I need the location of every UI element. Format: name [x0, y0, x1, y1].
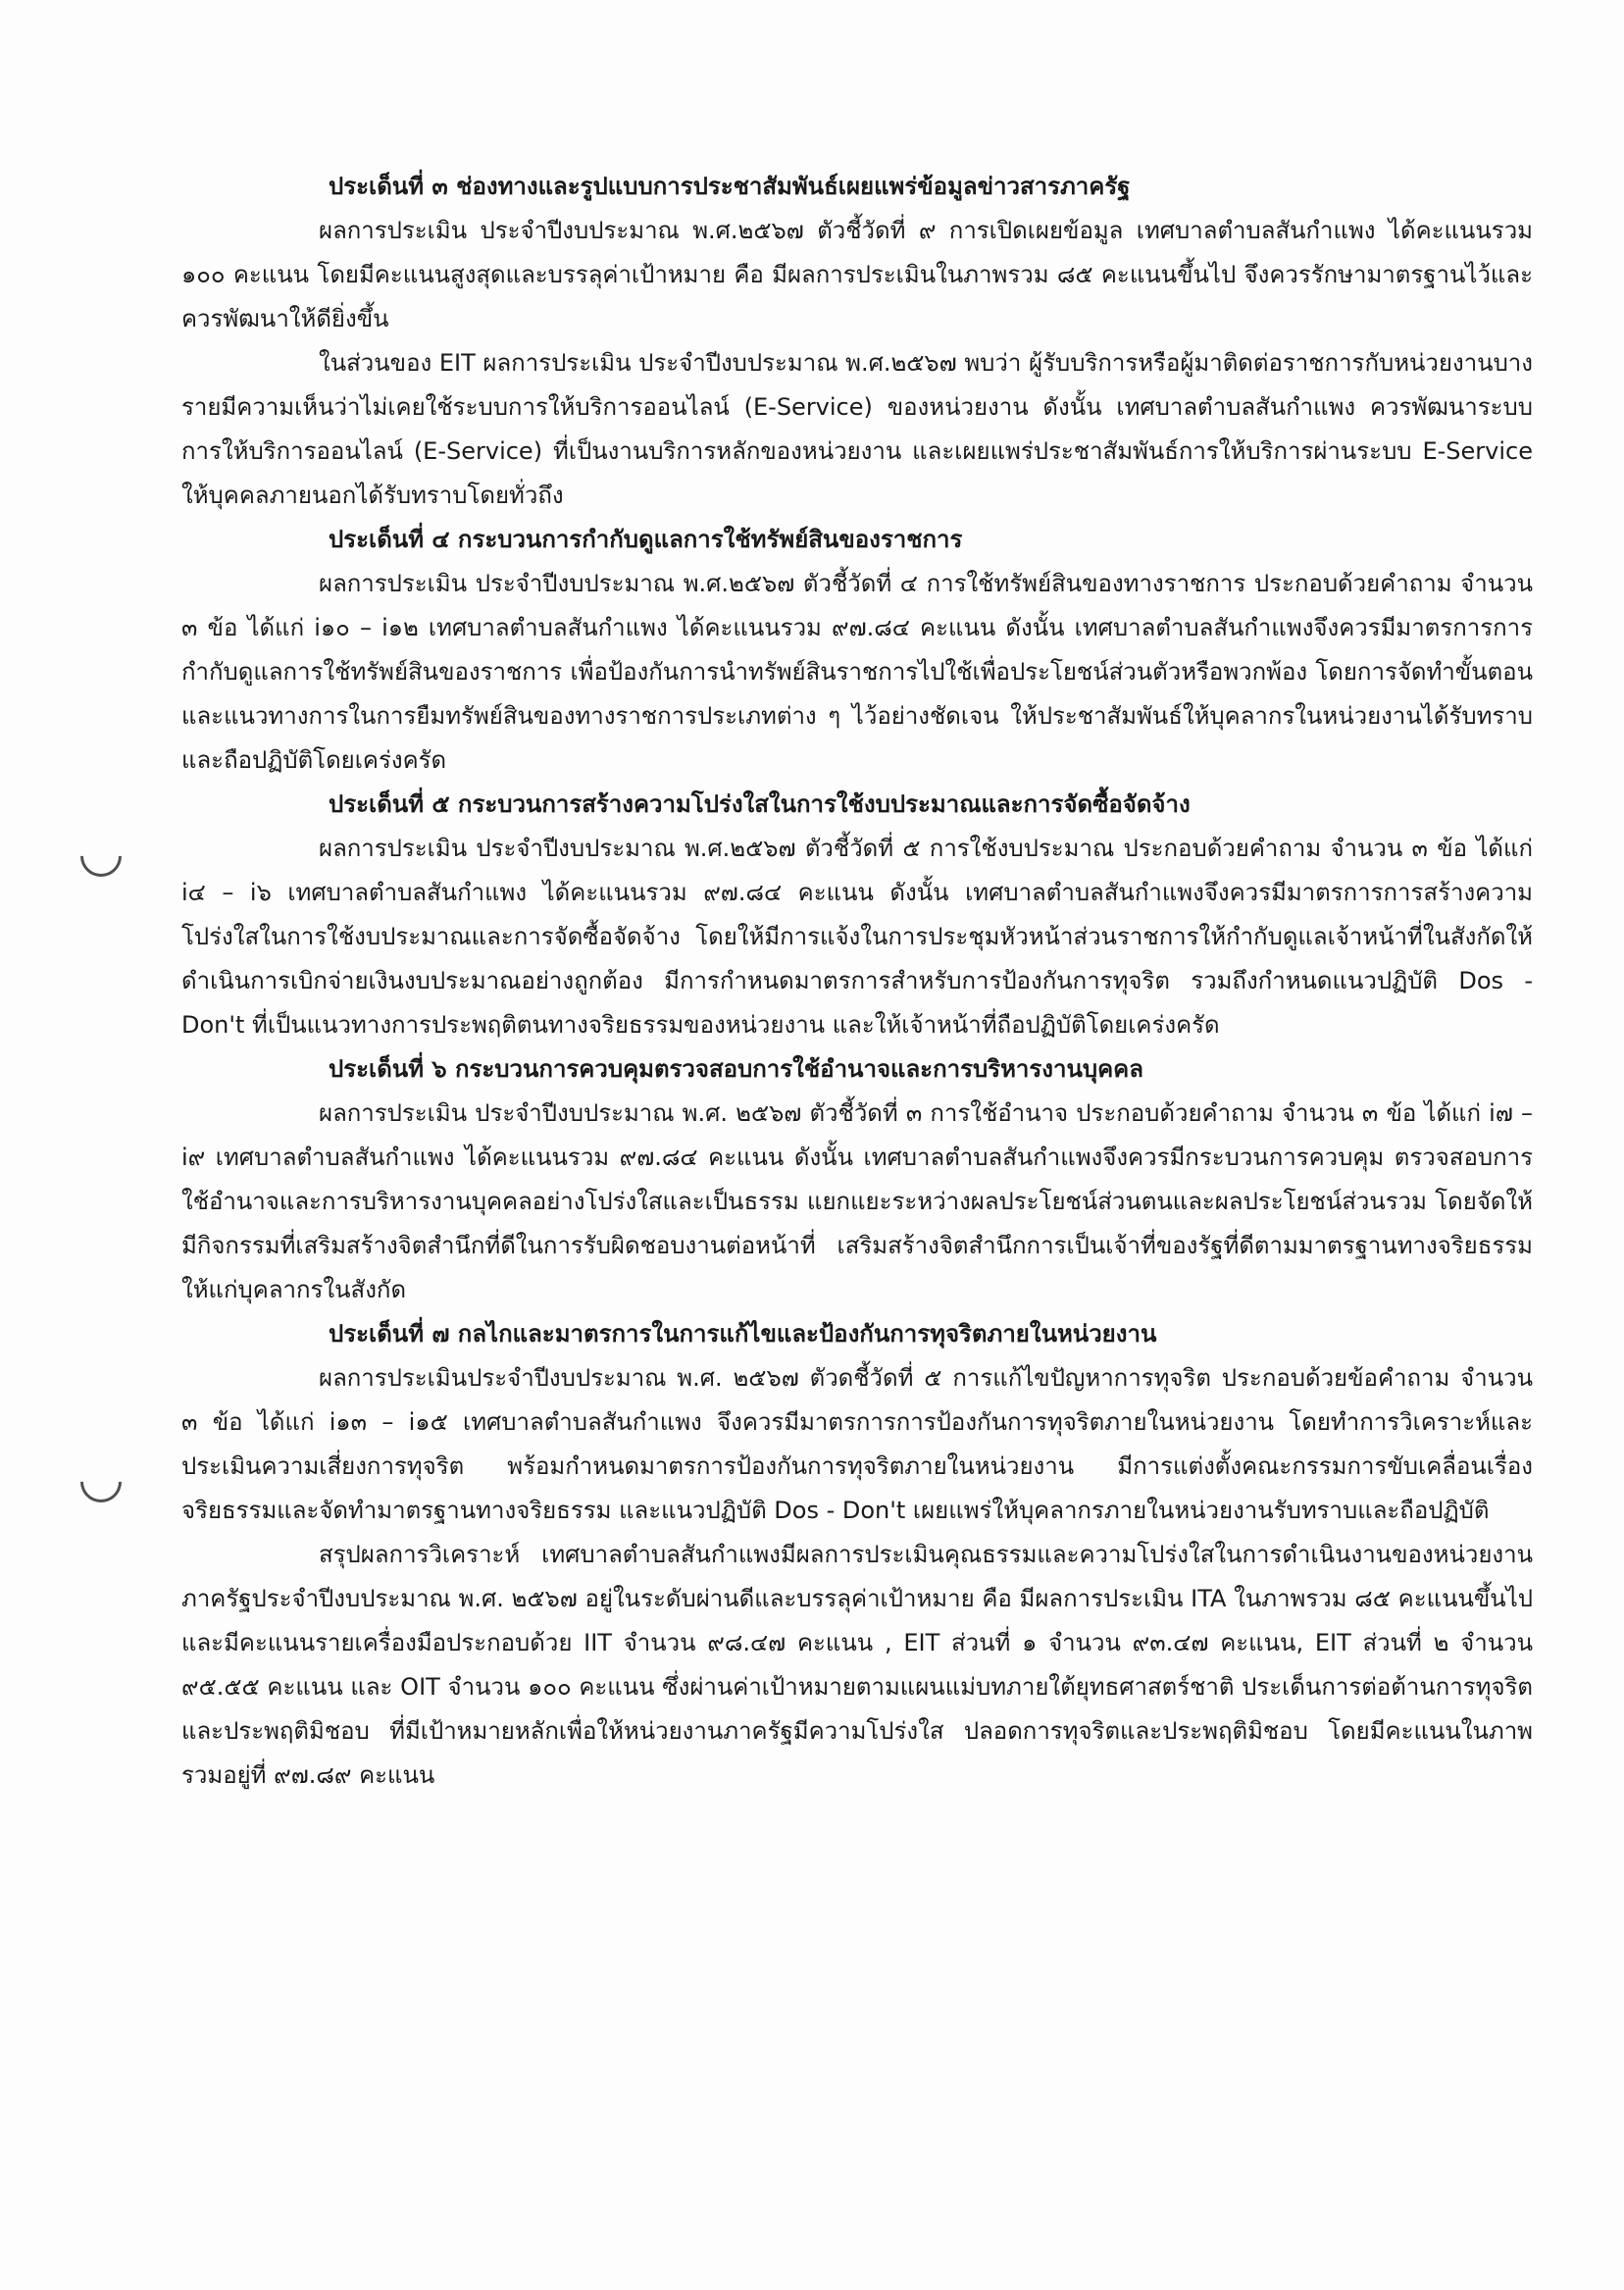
punch-hole-mark [72, 1452, 129, 1510]
section-heading: ประเด็นที่ ๔ กระบวนการกำกับดูแลการใช้ทรัพย์สินของราชการ [329, 526, 963, 553]
section-heading: ประเด็นที่ ๗ กลไกและมาตรการในการแก้ไขและป้องกันการทุจริตภายในหน่วยงาน [329, 1320, 1157, 1348]
punch-hole-mark [72, 827, 129, 885]
section-issue-3 [181, 165, 1533, 518]
paragraph: ผลการประเมิน ประจำปีงบประมาณ พ.ศ. ๒๕๖๗ ตัวชี้วัดที่ ๓ การใช้อำนาจ ประกอบด้วยคำถาม จำนวน ๓ ข้อ ได้แก่ i๗ – i๙ เทศบาลตำบลสันกำแพง ได้คะแนนรวม ๙๗.๘๔ คะแนน ดังนั้น เทศบาลตำบลสันกำแพงจึงควรมีกระบวนการควบคุม ตรวจสอบการใช้อำนาจและการบริหารงานบุคคลอย่างโปร่งใสและเป็นธรรม แยกแยะระหว่างผลประโยชน์ส่วนตนและผลประโยชน์ส่วนรวม โดยจัดให้มีกิจกรรมที่เสริมสร้างจิตสำนึกที่ดีในการรับผิดชอบงานต่อหน้าที่ เสริมสร้างจิตสำนึกการเป็นเจ้าที่ของรัฐที่ดีตามมาตรฐานทางจริยธรรมให้แก่บุคลากรในสังกัด [181, 1099, 1533, 1303]
section-issue-5 [181, 783, 1533, 1047]
section-heading: ประเด็นที่ ๖ กระบวนการควบคุมตรวจสอบการใช้อำนาจและการบริหารงานบุคคล [329, 1055, 1143, 1083]
section-issue-6 [181, 1047, 1533, 1312]
paragraph: ผลการประเมินประจำปีงบประมาณ พ.ศ. ๒๕๖๗ ตัวดชี้วัดที่ ๕ การแก้ไขปัญหาการทุจริต ประกอบด้วยข้อคำถาม จำนวน ๓ ข้อ ได้แก่ i๑๓ – i๑๕ เทศบาลตำบลสันกำแพง จึงควรมีมาตรการการป้องกันการทุจริตภายในหน่วยงาน โดยทำการวิเคราะห์และประเมินความเสี่ยงการทุจริต พร้อมกำหนดมาตรการป้องกันการทุจริตภายในหน่วยงาน มีการแต่งตั้งคณะกรรมการขับเคลื่อนเรื่องจริยธรรมและจัดทำมาตรฐานทางจริยธรรม และแนวปฏิบัติ Dos - Don't เผยแพร่ให้บุคลากรภายในหน่วยงานรับทราบและถือปฏิบัติ [181, 1364, 1533, 1524]
section-issue-7 [181, 1312, 1533, 1798]
paragraph: ผลการประเมิน ประจำปีงบประมาณ พ.ศ.๒๕๖๗ ตัวชี้วัดที่ ๔ การใช้ทรัพย์สินของทางราชการ ประกอบด้วยคำถาม จำนวน ๓ ข้อ ได้แก่ i๑๐ – i๑๒ เทศบาลตำบลสันกำแพง ได้คะแนนรวม ๙๗.๘๔ คะแนน ดังนั้น เทศบาลตำบลสันกำแพงจึงควรมีมาตรการการกำกับดูแลการใช้ทรัพย์สินของราชการ เพื่อป้องกันการนำทรัพย์สินราชการไปใช้เพื่อประโยชน์ส่วนตัวหรือพวกพ้อง โดยการจัดทำขั้นตอนและแนวทางการในการยืมทรัพย์สินของทางราชการประเภทต่าง ๆ ไว้อย่างชัดเจน ให้ประชาสัมพันธ์ให้บุคลากรในหน่วยงานได้รับทราบและถือปฏิบัติโดยเคร่งครัด [181, 570, 1533, 774]
paragraph: ผลการประเมิน ประจำปีงบประมาณ พ.ศ.๒๕๖๗ ตัวชี้วัดที่ ๕ การใช้งบประมาณ ประกอบด้วยคำถาม จำนวน ๓ ข้อ ได้แก่ i๔ – i๖ เทศบาลตำบลสันกำแพง ได้คะแนนรวม ๙๗.๘๔ คะแนน ดังนั้น เทศบาลตำบลสันกำแพงจึงควรมีมาตรการการสร้างความโปร่งใสในการใช้งบประมาณและการจัดซื้อจัดจ้าง โดยให้มีการแจ้งในการประชุมหัวหน้าส่วนราชการให้กำกับดูแลเจ้าหน้าที่ในสังกัดให้ดำเนินการเบิกจ่ายเงินงบประมาณอย่างถูกต้อง มีการกำหนดมาตรการสำหรับการป้องกันการทุจริต รวมถึงกำหนดแนวปฏิบัติ Dos - Don't ที่เป็นแนวทางการประพฤติตนทางจริยธรรมของหน่วยงาน และให้เจ้าหน้าที่ถือปฏิบัติโดยเคร่งครัด [181, 835, 1533, 1039]
document-body [181, 165, 1533, 1798]
summary-paragraph: สรุปผลการวิเคราะห์ เทศบาลตำบลสันกำแพงมีผลการประเมินคุณธรรมและความโปร่งใสในการดำเนินงานของหน่วยงานภาครัฐประจำปีงบประมาณ พ.ศ. ๒๕๖๗ อยู่ในระดับผ่านดีและบรรลุค่าเป้าหมาย คือ มีผลการประเมิน ITA ในภาพรวม ๘๕ คะแนนขึ้นไป และมีคะแนนรายเครื่องมือประกอบด้วย IIT จำนวน ๙๘.๔๗ คะแนน , EIT ส่วนที่ ๑ จำนวน ๙๓.๔๗ คะแนน, EIT ส่วนที่ ๒ จำนวน ๙๕.๕๕ คะแนน และ OIT จำนวน ๑๐๐ คะแนน ซึ่งผ่านค่าเป้าหมายตามแผนแม่บทภายใต้ยุทธศาสตร์ชาติ ประเด็นการต่อต้านการทุจริตและประพฤติมิชอบ ที่มีเป้าหมายหลักเพื่อให้หน่วยงานภาครัฐมีความโปร่งใส ปลอดการทุจริตและประพฤติมิชอบ โดยมีคะแนนในภาพรวมอยู่ที่ ๙๗.๘๙ คะแนน [181, 1541, 1533, 1789]
section-heading: ประเด็นที่ ๕ กระบวนการสร้างความโปร่งใสในการใช้งบประมาณและการจัดซื้อจัดจ้าง [329, 790, 1191, 818]
paragraph: ผลการประเมิน ประจำปีงบประมาณ พ.ศ.๒๕๖๗ ตัวชี้วัดที่ ๙ การเปิดเผยข้อมูล เทศบาลตำบลสันกำแพง ได้คะแนนรวม ๑๐๐ คะแนน โดยมีคะแนนสูงสุดและบรรลุค่าเป้าหมาย คือ มีผลการประเมินในภาพรวม ๘๕ คะแนนขึ้นไป จึงควรรักษามาตรฐานไว้และควรพัฒนาให้ดียิ่งขึ้น [181, 217, 1533, 332]
section-issue-4 [181, 518, 1533, 783]
paragraph: ในส่วนของ EIT ผลการประเมิน ประจำปีงบประมาณ พ.ศ.๒๕๖๗ พบว่า ผู้รับบริการหรือผู้มาติดต่อราชการกับหน่วยงานบางรายมีความเห็นว่าไม่เคยใช้ระบบการให้บริการออนไลน์ (E-Service) ของหน่วยงาน ดังนั้น เทศบาลตำบลสันกำแพง ควรพัฒนาระบบการให้บริการออนไลน์ (E-Service) ที่เป็นงานบริการหลักของหน่วยงาน และเผยแพร่ประชาสัมพันธ์การให้บริการผ่านระบบ E-Service ให้บุคคลภายนอกได้รับทราบโดยทั่วถึง [181, 349, 1533, 509]
section-heading: ประเด็นที่ ๓ ช่องทางและรูปแบบการประชาสัมพันธ์เผยแพร่ข้อมูลข่าวสารภาครัฐ [329, 173, 1131, 200]
